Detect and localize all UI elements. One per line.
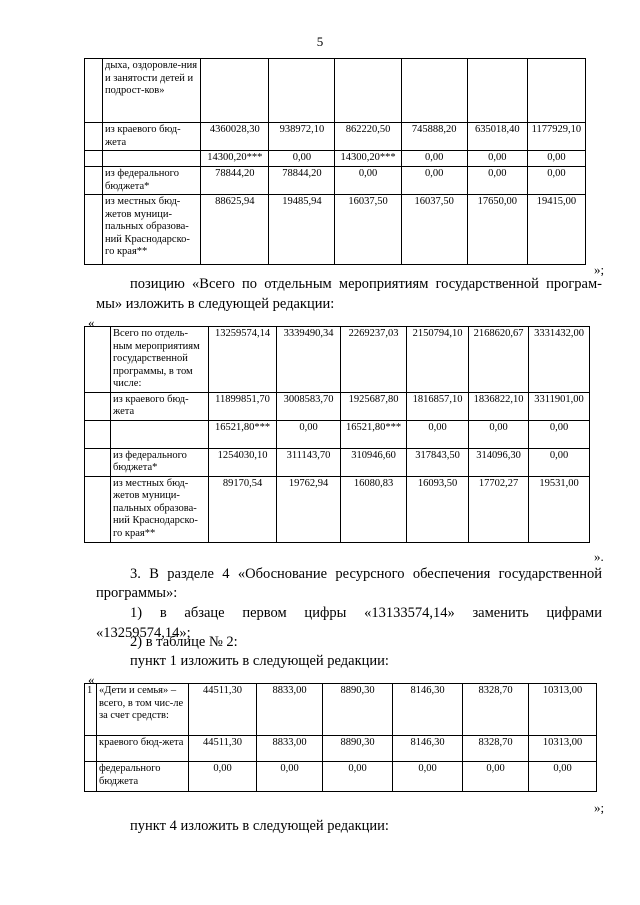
value-cell: 0,00	[529, 420, 590, 448]
value-cell: 0,00	[467, 151, 527, 167]
value-cell: 10313,00	[529, 736, 597, 762]
row-label-cell: Всего по отдель-ным мероприятиям государственной программы, в том числе:	[111, 327, 209, 393]
funding-table-2	[84, 326, 590, 543]
value-cell: 0,00	[335, 167, 401, 195]
value-cell: 19485,94	[269, 195, 335, 265]
row-label-cell: из краевого бюд-жета	[111, 392, 209, 420]
paragraph-point1: пункт 1 изложить в следующей редакции:	[130, 653, 389, 669]
value-cell: 4360028,30	[201, 123, 269, 151]
value-cell: 13259574,14	[209, 327, 277, 393]
row-label-cell: из местных бюд-жетов муници-пальных образова-ний Краснодарско-го края**	[103, 195, 201, 265]
value-cell: 78844,20	[269, 167, 335, 195]
paragraph-section4-1: 3. В разделе 4 «Обоснование ресурсного обеспечения государственной	[130, 566, 602, 582]
value-cell: 1816857,10	[407, 392, 469, 420]
value-cell: 19531,00	[529, 476, 590, 542]
value-cell: 311143,70	[277, 448, 341, 476]
row-number-cell	[85, 762, 97, 792]
value-cell: 0,00	[257, 762, 323, 792]
value-cell: 862220,50	[335, 123, 401, 151]
value-cell	[401, 59, 467, 123]
value-cell: 8328,70	[463, 736, 529, 762]
funding-table-3	[84, 683, 597, 792]
table-row	[85, 420, 590, 448]
value-cell: 16521,80***	[341, 420, 407, 448]
closing-quote-1: »;	[594, 262, 605, 277]
table-row	[85, 123, 586, 151]
value-cell: 745888,20	[401, 123, 467, 151]
value-cell: 0,00	[529, 762, 597, 792]
value-cell	[527, 59, 585, 123]
page-number: 5	[316, 34, 324, 49]
value-cell: 0,00	[401, 151, 467, 167]
table-row	[85, 736, 597, 762]
table-row	[85, 476, 590, 542]
value-cell: 44511,30	[189, 736, 257, 762]
opening-quote-2: «	[88, 315, 95, 330]
value-cell: 3311901,00	[529, 392, 590, 420]
closing-quote-2: ».	[594, 549, 604, 564]
value-cell: 3339490,34	[277, 327, 341, 393]
value-cell: 8328,70	[463, 684, 529, 736]
row-label-cell: из местных бюд-жетов муници-пальных образова-ний Краснодарско-го края**	[111, 476, 209, 542]
row-number-cell	[85, 392, 111, 420]
row-number-cell	[85, 167, 103, 195]
row-number-cell: 1	[85, 684, 97, 736]
value-cell: 8146,30	[393, 736, 463, 762]
row-label-cell	[103, 151, 201, 167]
value-cell: 1177929,10	[527, 123, 585, 151]
value-cell: 635018,40	[467, 123, 527, 151]
value-cell: 8833,00	[257, 684, 323, 736]
value-cell	[467, 59, 527, 123]
row-number-cell	[85, 123, 103, 151]
row-label-cell: дыха, оздоровле-ния и занятости детей и подрост-ков»	[103, 59, 201, 123]
value-cell: 0,00	[463, 762, 529, 792]
value-cell: 14300,20***	[201, 151, 269, 167]
value-cell: 0,00	[527, 151, 585, 167]
value-cell: 88625,94	[201, 195, 269, 265]
row-number-cell	[85, 736, 97, 762]
table-row	[85, 392, 590, 420]
paragraph-item1-2: «13259574,14»;	[96, 625, 191, 641]
table-row	[85, 195, 586, 265]
funding-table-1	[84, 58, 586, 265]
row-number-cell	[85, 195, 103, 265]
paragraph-item1-1: 1) в абзаце первом цифры «13133574,14» заменить цифрами	[130, 605, 602, 621]
value-cell: 16093,50	[407, 476, 469, 542]
value-cell: 1254030,10	[209, 448, 277, 476]
value-cell: 8890,30	[323, 684, 393, 736]
value-cell: 0,00	[467, 167, 527, 195]
value-cell: 44511,30	[189, 684, 257, 736]
value-cell: 0,00	[407, 420, 469, 448]
closing-quote-3: »;	[594, 800, 605, 815]
value-cell: 8890,30	[323, 736, 393, 762]
table-row	[85, 167, 586, 195]
table-row	[85, 151, 586, 167]
value-cell: 17650,00	[467, 195, 527, 265]
opening-quote-3: «	[88, 672, 95, 687]
row-number-cell	[85, 327, 111, 393]
row-number-cell	[85, 448, 111, 476]
table-row	[85, 762, 597, 792]
value-cell	[269, 59, 335, 123]
value-cell: 0,00	[469, 420, 529, 448]
row-number-cell	[85, 59, 103, 123]
row-number-cell	[85, 420, 111, 448]
value-cell: 89170,54	[209, 476, 277, 542]
value-cell: 78844,20	[201, 167, 269, 195]
value-cell: 16037,50	[335, 195, 401, 265]
value-cell: 1925687,80	[341, 392, 407, 420]
table-row	[85, 59, 586, 123]
value-cell: 3331432,00	[529, 327, 590, 393]
row-label-cell: из федерального бюджета*	[111, 448, 209, 476]
value-cell: 1836822,10	[469, 392, 529, 420]
row-number-cell	[85, 476, 111, 542]
paragraph-section4-2: программы»:	[96, 585, 178, 601]
value-cell: 2168620,67	[469, 327, 529, 393]
table-row	[85, 327, 590, 393]
value-cell: 938972,10	[269, 123, 335, 151]
value-cell: 314096,30	[469, 448, 529, 476]
paragraph-point4: пункт 4 изложить в следующей редакции:	[130, 818, 389, 834]
value-cell: 14300,20***	[335, 151, 401, 167]
value-cell: 16037,50	[401, 195, 467, 265]
row-label-cell: федерального бюджета	[97, 762, 189, 792]
table-row	[85, 448, 590, 476]
row-label-cell	[111, 420, 209, 448]
row-label-cell: краевого бюд-жета	[97, 736, 189, 762]
value-cell: 0,00	[277, 420, 341, 448]
value-cell: 0,00	[527, 167, 585, 195]
paragraph-item2: 2) в таблице № 2:	[130, 634, 238, 650]
value-cell: 0,00	[323, 762, 393, 792]
value-cell: 19762,94	[277, 476, 341, 542]
paragraph-position-total-2: мы» изложить в следующей редакции:	[96, 296, 335, 312]
value-cell: 317843,50	[407, 448, 469, 476]
value-cell: 16080,83	[341, 476, 407, 542]
row-number-cell	[85, 151, 103, 167]
row-label-cell: «Дети и семья» – всего, в том чис-ле за счет средств:	[97, 684, 189, 736]
value-cell: 10313,00	[529, 684, 597, 736]
paragraph-position-total-1: позицию «Всего по отдельным мероприятиям государственной програм-	[130, 276, 602, 292]
value-cell: 17702,27	[469, 476, 529, 542]
value-cell: 8833,00	[257, 736, 323, 762]
value-cell: 2269237,03	[341, 327, 407, 393]
value-cell: 16521,80***	[209, 420, 277, 448]
value-cell: 2150794,10	[407, 327, 469, 393]
value-cell: 0,00	[189, 762, 257, 792]
row-label-cell: из федерального бюджета*	[103, 167, 201, 195]
row-label-cell: из краевого бюд-жета	[103, 123, 201, 151]
value-cell: 0,00	[401, 167, 467, 195]
value-cell: 19415,00	[527, 195, 585, 265]
value-cell	[201, 59, 269, 123]
value-cell	[335, 59, 401, 123]
value-cell: 8146,30	[393, 684, 463, 736]
value-cell: 0,00	[393, 762, 463, 792]
table-row	[85, 684, 597, 736]
value-cell: 3008583,70	[277, 392, 341, 420]
value-cell: 11899851,70	[209, 392, 277, 420]
value-cell: 310946,60	[341, 448, 407, 476]
value-cell: 0,00	[269, 151, 335, 167]
value-cell: 0,00	[529, 448, 590, 476]
